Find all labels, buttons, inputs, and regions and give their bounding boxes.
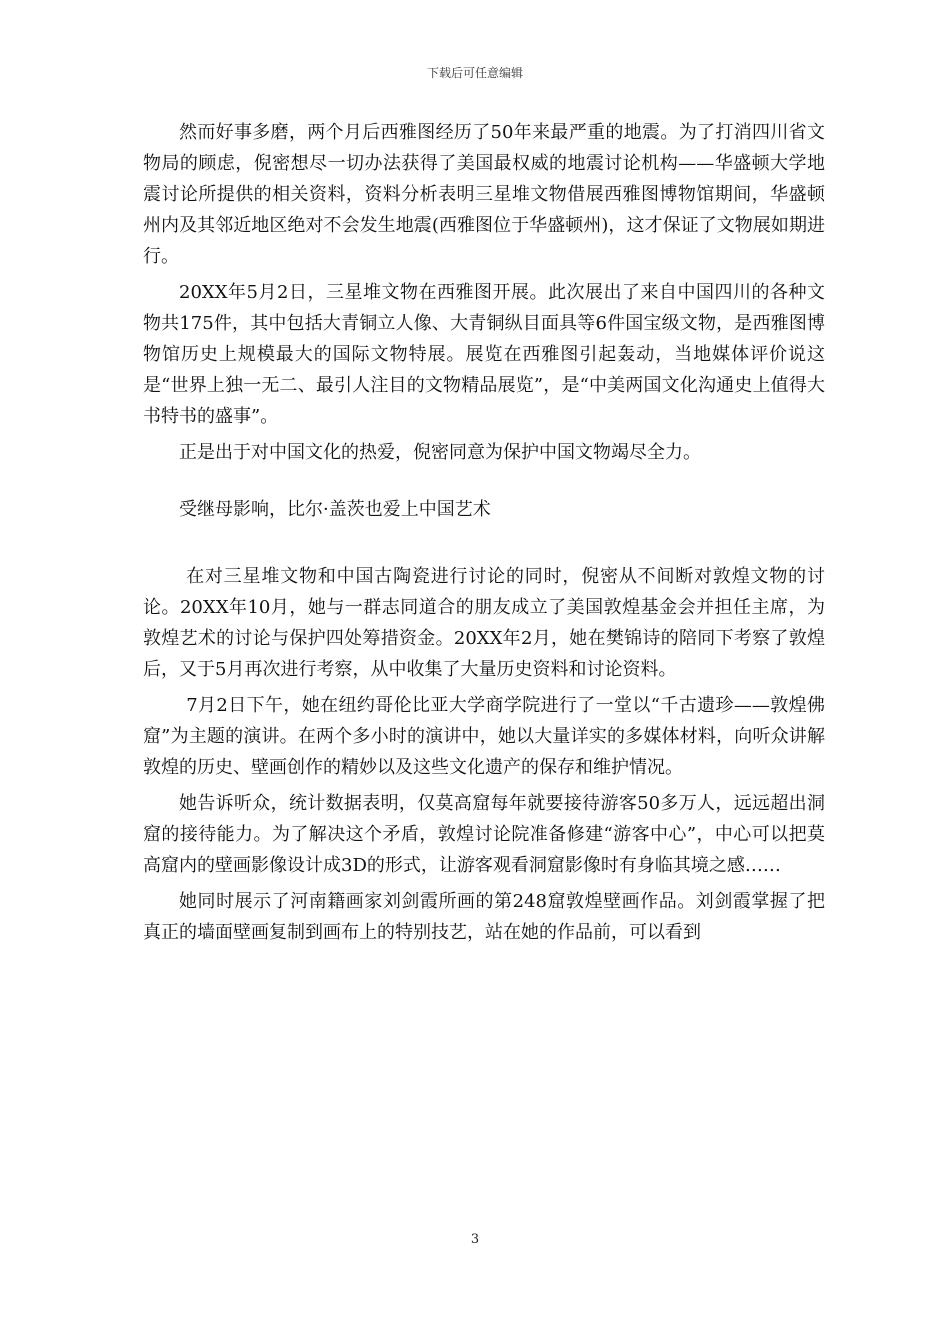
paragraph: 她告诉听众，统计数据表明，仅莫高窟每年就要接待游客50多万人，远远超出洞窟的接待能力。为了解决这个矛盾，敦煌讨论院准备修建“游客中心”，中心可以把莫高窟内的壁画影像设计成3D的形式，让游客观看洞窟影像时有身临其境之感…… [143, 793, 825, 876]
paragraph: 20XX年5月2日，三星堆文物在西雅图开展。此次展出了来自中国四川的各种文物共175件，其中包括大青铜立人像、大青铜纵目面具等6件国宝级文物，是西雅图博物馆历史上规模最大的国际文物特展。展览在西雅图引起轰动，当地媒体评价说这是“世界上独一无二、最引人注目的文物精品展览”，是“中美两国文化沟通史上值得大书特书的盛事”。 [143, 282, 825, 427]
document-body [143, 117, 825, 953]
page-number: 3 [470, 1232, 480, 1247]
section-heading: 受继母影响，比尔·盖茨也爱上中国艺术 [179, 499, 491, 520]
paragraph: 7月2日下午，她在纽约哥伦比亚大学商学院进行了一堂以“千古遗珍——敦煌佛窟”为主题的演讲。在两个多小时的演讲中，她以大量详实的多媒体材料，向听众讲解敦煌的历史、壁画创作的精妙以及这些文化遗产的保存和维护情况。 [143, 695, 825, 778]
paragraph: 然而好事多磨，两个月后西雅图经历了50年来最严重的地震。为了打消四川省文物局的顾虑，倪密想尽一切办法获得了美国最权威的地震讨论机构——华盛顿大学地震讨论所提供的相关资料，资料分析表明三星堆文物借展西雅图博物馆期间，华盛顿州内及其邻近地区绝对不会发生地震(西雅图位于华盛顿州)，这才保证了文物展如期进行。 [143, 122, 825, 267]
page-header: 下载后可任意编辑 [426, 66, 523, 80]
paragraph: 正是出于对中国文化的热爱，倪密同意为保护中国文物竭尽全力。 [179, 442, 701, 463]
paragraph: 她同时展示了河南籍画家刘剑霞所画的第248窟敦煌壁画作品。刘剑霞掌握了把真正的墙面壁画复制到画布上的特别技艺，站在她的作品前，可以看到 [143, 891, 825, 943]
paragraph: 在对三星堆文物和中国古陶瓷进行讨论的同时，倪密从不间断对敦煌文物的讨论。20XX年10月，她与一群志同道合的朋友成立了美国敦煌基金会并担任主席，为敦煌艺术的讨论与保护四处筹措资金。20XX年2月，她在樊锦诗的陪同下考察了敦煌后，又于5月再次进行考察，从中收集了大量历史资料和讨论资料。 [143, 566, 825, 680]
